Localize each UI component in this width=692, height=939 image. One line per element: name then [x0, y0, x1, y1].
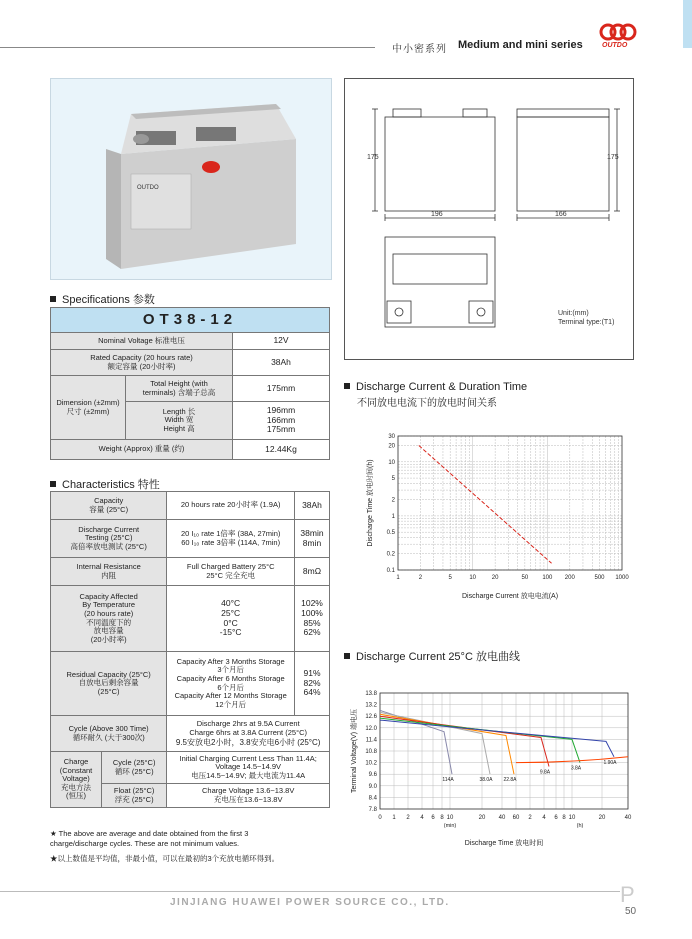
curve-label: 3.8A [570, 765, 582, 772]
x-tick-min: 60 [512, 815, 520, 821]
y-axis-label: Terminal Voltage(V) 端电压 [351, 708, 358, 794]
curve-label: 9.8A [539, 769, 551, 776]
product-photo [50, 78, 332, 280]
dim-w2: 166 [555, 211, 567, 218]
y-tick-label: 10 [388, 459, 395, 466]
y-tick-label: 2 [391, 497, 395, 504]
capacity-label: Capacity 容量 (25°C) [51, 492, 167, 520]
brand-text: OUTDO [602, 42, 628, 49]
chart1-title: Discharge Current & Duration Time [344, 381, 527, 393]
dim-w1: 196 [431, 211, 443, 218]
residual-capacity-cond: Capacity After 3 Months Storage 3个月后 Capacity After 6 Months Storage 6个月后 Capacity After 12 Months Storage 12个月后 [167, 652, 295, 716]
lwh-labels: Length 长 Width 宽 Height 高 [126, 402, 233, 440]
y-tick-label: 0.1 [386, 568, 395, 574]
y-tick-label: 9.0 [368, 783, 377, 790]
rated-capacity-label: Rated Capacity (20 hours rate) 额定容量 (20小时率) [51, 350, 233, 376]
x-axis-label: Discharge Current 放电电流(A) [461, 593, 559, 600]
nominal-voltage-label: Nominal Voltage 标准电压 [51, 333, 233, 350]
photo-label: OUTDO [137, 185, 159, 191]
x-tick-h: 4 [542, 815, 546, 821]
y-tick-label: 8.4 [368, 795, 377, 802]
x-tick-min: 0 [378, 815, 382, 821]
page-glyph: P [620, 882, 635, 907]
nominal-voltage: 12V [233, 333, 330, 350]
x-tick-h: 6 [554, 815, 558, 821]
x-tick-min: 8 [440, 815, 444, 821]
dimension-label: Dimension (±2mm) 尺寸 (±2mm) [51, 376, 126, 440]
series-cn: 中小密系列 [392, 44, 447, 55]
residual-capacity-label: Residual Capacity (25°C) 自放电后剩余容量 (25°C) [51, 652, 167, 716]
x-tick-label: 1000 [615, 575, 629, 581]
y-tick-label: 0.5 [386, 530, 395, 537]
specs-table [50, 307, 330, 460]
discharge-curve [380, 716, 549, 766]
footnote-cn: ★以上数值是平均值，非最小值，可以在最初的3个充放电循环得到。 [50, 854, 280, 863]
y-tick-label: 11.4 [365, 737, 377, 744]
discharge-test-val: 38min 8min [295, 520, 330, 558]
x-tick-h: 8 [562, 815, 566, 821]
chart1-title-cn: 不同放电电流下的放电时间关系 [357, 398, 497, 409]
cycle-life-cond: Discharge 2hrs at 9.5A Current Charge 6hrs at 3.8A Current (25°C) 9.5安放电2小时，3.8安充电6小时 (25°C) [167, 716, 330, 752]
x-tick-label: 50 [521, 575, 529, 581]
residual-capacity-values: 91% 82% 64% [295, 652, 330, 716]
x-tick-label: 500 [594, 575, 605, 581]
x-tick-min: 10 [446, 815, 454, 821]
x-tick-min: 6 [431, 815, 435, 821]
temp-list: 40°C 25°C 0°C -15°C [167, 586, 295, 652]
corner-bar [683, 0, 692, 48]
y-tick-label: 12.0 [365, 725, 377, 732]
characteristics-table [50, 491, 330, 808]
x-tick-label: 1 [396, 575, 400, 581]
curve-label: 1.90A [603, 759, 617, 766]
temp-capacity-label: Capacity Affected By Temperature (20 hours rate) 不同温度下的 放电容量 (20小时率) [51, 586, 167, 652]
series-line [419, 446, 552, 564]
chart2-title: Discharge Current 25°C 放电曲线 [344, 648, 520, 664]
internal-resistance-cond: Full Charged Battery 25°C 25°C 完全充电 [167, 558, 295, 586]
discharge-test-cond: 20 I₁₀ rate 1倍率 (38A, 27min) 60 I₁₀ rate 3倍率 (114A, 7min) [167, 520, 295, 558]
internal-resistance-val: 8mΩ [295, 558, 330, 586]
y-tick-label: 9.6 [368, 772, 377, 779]
x-tick-label: 20 [491, 575, 499, 581]
y-tick-label: 20 [388, 443, 395, 450]
weight: 12.44Kg [233, 440, 330, 460]
x-axis-label: Discharge Time 放电时间 [464, 840, 544, 847]
y-tick-label: 10.8 [365, 749, 377, 755]
cycle-25-cond: Initial Charging Current Less Than 11.4A; Voltage 14.5~14.9V 电压14.5~14.9V; 最大电流为11.4A [167, 752, 330, 784]
x-tick-label: 100 [542, 575, 553, 581]
series-en: Medium and mini series [458, 39, 583, 51]
plot-frame [398, 436, 622, 570]
x-tick-label: 5 [448, 575, 452, 581]
cycle-life-label: Cycle (Above 300 Time) 循环耐久 (大于300次) [51, 716, 167, 752]
float-25-cond: Charge Voltage 13.6~13.8V 充电压在13.6~13.8V [167, 784, 330, 808]
company-name: JINJIANG HUAWEI POWER SOURCE CO., LTD. [170, 897, 450, 908]
header-rule [0, 47, 375, 48]
chart2 [344, 663, 632, 863]
curve-label: 22.8A [503, 777, 517, 784]
dim-unit: Unit:(mm) [558, 310, 589, 317]
y-tick-label: 7.8 [368, 807, 377, 813]
y-tick-label: 5 [391, 476, 395, 483]
x-tick-min: 4 [420, 815, 424, 821]
x-tick-h: 2 [528, 815, 532, 821]
y-tick-label: 12.6 [365, 714, 377, 721]
y-tick-label: 30 [388, 434, 395, 440]
dimension-drawing [344, 78, 634, 360]
footnote-en: ★ The above are average and date obtained from the first 3 charge/discharge cycles. These are not minimum values. [50, 829, 249, 848]
x-tick-min: 40 [498, 815, 506, 821]
y-axis-label: Discharge Time 放电时间(h) [367, 459, 374, 547]
x-tick-min: 20 [478, 815, 486, 821]
total-height: 175mm [233, 376, 330, 402]
y-tick-label: 10.2 [365, 760, 377, 767]
page-number: 50 [625, 906, 637, 917]
float-25-label: Float (25°C) 浮充 (25°C) [102, 784, 167, 808]
x-tick-min: 1 [392, 815, 396, 821]
charge-method-label: Charge (Constant Voltage) 充电方法 (恒压) [51, 752, 102, 808]
x-tick-min: 2 [406, 815, 410, 821]
dim-h2: 175 [607, 154, 619, 161]
capacity-cond: 20 hours rate 20小时率 (1.9A) [167, 492, 295, 520]
x-tick-h: 10 [568, 815, 576, 821]
chart1 [344, 410, 632, 638]
internal-resistance-label: Internal Resistance 内阻 [51, 558, 167, 586]
footer-rule [0, 891, 620, 892]
y-tick-label: 13.8 [365, 691, 377, 697]
x-unit-min: (min) [443, 823, 457, 829]
total-height-label: Total Height (with terminals) 含端子总高 [126, 376, 233, 402]
temp-values: 102% 100% 85% 62% [295, 586, 330, 652]
x-tick-h: 20 [598, 815, 606, 821]
characteristics-title: Characteristics 特性 [50, 476, 160, 492]
discharge-curve [380, 720, 614, 757]
model-name: OT38-12 [51, 308, 330, 333]
x-tick-label: 10 [469, 575, 477, 581]
y-tick-label: 1 [391, 513, 395, 520]
y-tick-label: 13.2 [365, 702, 377, 709]
x-tick-label: 2 [418, 575, 423, 581]
x-unit-h: (h) [576, 823, 584, 829]
discharge-test-label: Discharge Current Testing (25°C) 高倍率放电测试 (25°C) [51, 520, 167, 558]
dim-h1: 175 [367, 154, 379, 161]
discharge-curve [380, 714, 514, 774]
rated-capacity: 38Ah [233, 350, 330, 376]
capacity-val: 38Ah [295, 492, 330, 520]
curve-label: 114A [442, 777, 454, 784]
lwh-values: 196mm 166mm 175mm [233, 402, 330, 440]
y-tick-label: 0.2 [386, 551, 395, 558]
weight-label: Weight (Approx) 重量 (约) [51, 440, 233, 460]
x-tick-label: 200 [564, 575, 575, 581]
curve-label: 38.0A [479, 777, 493, 784]
discharge-curve [380, 718, 580, 762]
dim-terminal: Terminal type:(T1) [558, 319, 615, 326]
outdo-logo [598, 22, 638, 50]
specs-title: Specifications 参数 [50, 291, 155, 307]
x-tick-h: 40 [624, 815, 632, 821]
cycle-25-label: Cycle (25°C) 循环 (25°C) [102, 752, 167, 784]
